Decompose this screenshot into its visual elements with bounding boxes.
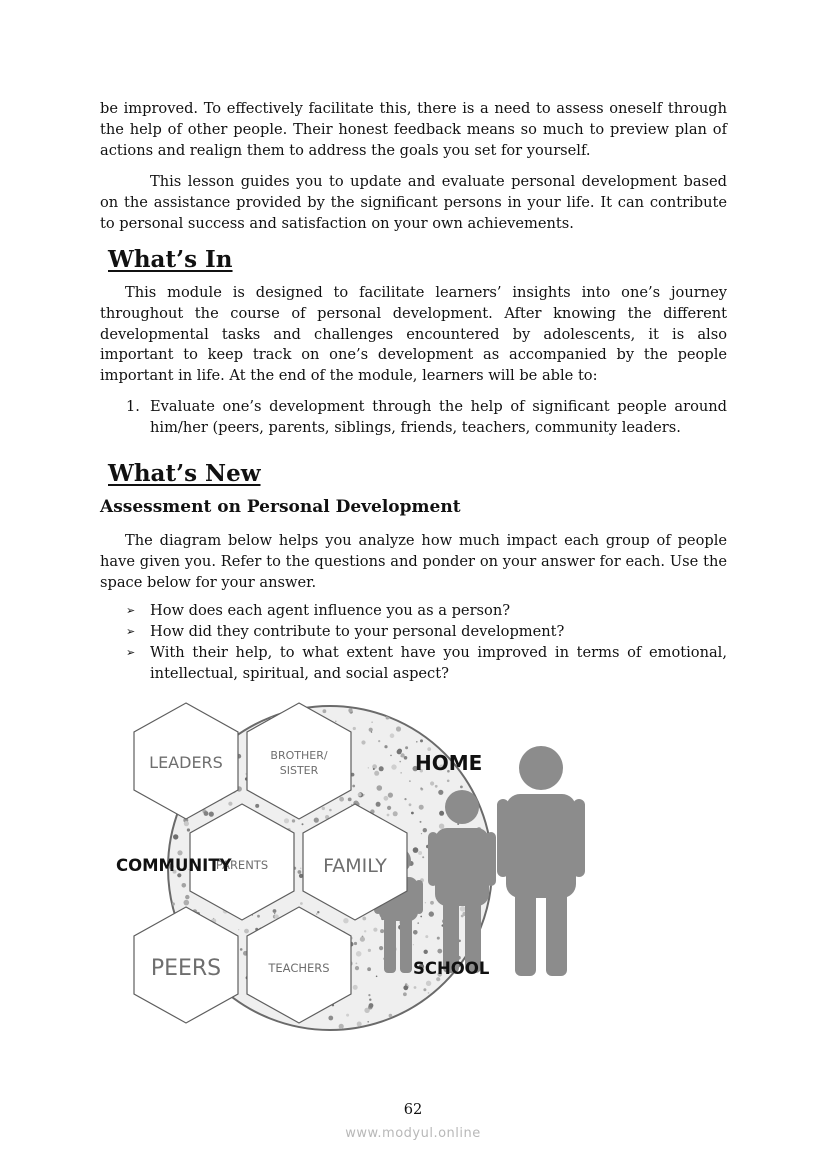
hex-label-leaders: LEADERS	[149, 753, 223, 772]
speckle	[173, 834, 178, 839]
speckle	[419, 805, 424, 810]
speckle	[388, 793, 393, 798]
speckle	[300, 902, 303, 905]
speckle	[376, 802, 381, 807]
speckle	[420, 821, 422, 823]
speckle	[396, 726, 401, 731]
speckle	[380, 929, 384, 933]
speckle	[428, 992, 430, 994]
hex-label-parents: PARENTS	[215, 858, 269, 872]
hex-label-sister: SISTER	[279, 764, 319, 777]
arrow-bullet-icon: ➢	[126, 646, 136, 659]
label-community: COMMUNITY	[116, 856, 232, 875]
hex-label-teachers: TEACHERS	[268, 961, 330, 975]
speckle	[213, 918, 214, 919]
speckle	[389, 1014, 393, 1018]
speckle	[418, 851, 422, 855]
question-item	[126, 601, 727, 622]
objective-text: Evaluate one’s development through the help of significant people around him/her (peers, parents, siblings, friends, teachers, community leaders.	[150, 398, 727, 436]
speckle	[300, 868, 302, 870]
label-home: HOME	[415, 751, 483, 775]
speckle	[346, 1014, 349, 1017]
speckle	[411, 812, 414, 815]
speckle	[228, 802, 232, 806]
speckle	[317, 911, 319, 913]
speckle	[255, 804, 259, 808]
speckle	[355, 966, 359, 970]
whats-in-paragraph: This module is designed to facilitate learners’ insights into one’s journey throughout the course of personal development. After knowing the different developmental tasks and challenges encountered by adolescents, it is also important to keep track on one’s development as accompanied by the people important in life. At the end of the module, learners will be able to:	[100, 284, 727, 385]
speckle	[403, 992, 407, 996]
speckle	[374, 771, 379, 776]
speckle	[391, 764, 396, 769]
speckle	[257, 915, 260, 918]
speckle	[273, 909, 277, 913]
hex-label-brother: BROTHER/	[270, 749, 328, 762]
question-text: How did they contribute to your personal development?	[150, 623, 565, 640]
question-item	[126, 643, 727, 685]
speckle	[387, 814, 390, 817]
speckle	[437, 937, 440, 940]
speckle	[390, 755, 392, 757]
speckle	[360, 937, 365, 942]
speckle	[362, 917, 366, 921]
speckle	[430, 781, 434, 785]
whats-new-paragraph: The diagram below helps you analyze how much impact each group of people have given you. Refer to the questions and ponder on your answer for each. Use the space below for your answer.	[100, 532, 727, 591]
speckle	[328, 1016, 333, 1021]
speckle	[209, 812, 214, 817]
speckle	[397, 749, 402, 754]
speckle	[348, 798, 352, 802]
speckle	[329, 809, 332, 812]
speckle	[403, 985, 408, 990]
speckle	[421, 833, 422, 834]
speckle	[409, 803, 412, 806]
assessment-subheading: Assessment on Personal Development	[100, 497, 461, 517]
speckle	[447, 780, 450, 783]
intro-paragraph-2: This lesson guides you to update and evaluate personal development based on the assistance provided by the significant persons in your life. It can contribute to personal success and satisfaction on your own achievements.	[100, 173, 727, 232]
arrow-bullet-icon: ➢	[126, 625, 136, 638]
speckle	[361, 740, 365, 744]
speckle	[426, 981, 431, 986]
speckle	[409, 780, 411, 782]
speckle	[379, 946, 383, 950]
speckle	[405, 746, 408, 749]
speckle	[435, 785, 438, 788]
speckle	[424, 950, 428, 954]
speckle	[420, 787, 422, 789]
page-number: 62	[403, 1101, 423, 1118]
speckle	[460, 906, 466, 912]
speckle	[437, 949, 442, 954]
speckle	[378, 740, 380, 742]
whats-new-heading: What’s New	[108, 460, 261, 487]
speckle	[339, 1024, 344, 1029]
objective-number: 1.	[126, 398, 140, 415]
speckle	[423, 988, 426, 991]
speckle	[401, 753, 405, 757]
objective-item	[126, 397, 727, 439]
speckle	[356, 963, 358, 965]
speckle	[187, 828, 190, 831]
hex-label-family: FAMILY	[323, 855, 387, 877]
speckle	[460, 786, 463, 789]
speckle	[244, 929, 249, 934]
speckle	[354, 942, 357, 945]
agents-diagram	[100, 695, 760, 1040]
speckle	[204, 811, 209, 816]
speckle	[369, 1003, 374, 1008]
speckle	[425, 902, 426, 903]
speckle	[384, 796, 389, 801]
speckle	[414, 986, 417, 989]
label-school: SCHOOL	[413, 959, 490, 978]
speckle	[316, 913, 318, 915]
speckle	[274, 913, 275, 914]
speckle	[369, 999, 371, 1001]
speckle	[358, 793, 362, 797]
speckle	[367, 967, 371, 971]
speckle	[364, 930, 366, 932]
arrow-bullet-icon: ➢	[126, 604, 136, 617]
whats-in-heading: What’s In	[108, 246, 233, 273]
speckle	[371, 721, 373, 723]
speckle	[439, 811, 444, 816]
speckle	[393, 811, 398, 816]
speckle	[343, 918, 348, 923]
speckle	[323, 709, 327, 713]
speckle	[413, 930, 418, 935]
speckle	[322, 807, 325, 810]
speckle	[184, 900, 190, 906]
speckle	[429, 911, 434, 916]
speckle	[368, 949, 371, 952]
speckle	[369, 728, 373, 732]
speckle	[364, 794, 365, 795]
speckle	[379, 766, 384, 771]
speckle	[413, 847, 419, 853]
speckle	[439, 824, 444, 829]
hex-label-peers: PEERS	[150, 956, 222, 981]
speckle	[357, 1022, 362, 1027]
speckle	[404, 798, 406, 800]
speckle	[302, 823, 304, 825]
speckle	[420, 916, 422, 918]
speckle	[352, 785, 355, 788]
speckle	[461, 915, 464, 918]
speckle	[438, 790, 443, 795]
speckle	[353, 985, 358, 990]
speckle	[314, 818, 319, 823]
speckle	[416, 741, 418, 743]
speckle	[339, 797, 344, 802]
speckle	[353, 727, 356, 730]
speckle	[413, 944, 414, 945]
speckle	[423, 828, 427, 832]
speckle	[384, 745, 387, 748]
speckle	[390, 733, 395, 738]
question-item	[126, 622, 727, 643]
site-watermark: www.modyul.online	[345, 1126, 481, 1141]
speckle	[177, 850, 182, 855]
speckle	[284, 818, 289, 823]
speckle	[401, 772, 402, 773]
speckle	[422, 856, 424, 858]
speckle	[292, 819, 295, 822]
speckle	[387, 806, 391, 810]
speckle	[367, 1021, 369, 1023]
speckle	[425, 935, 428, 938]
speckle	[356, 951, 362, 957]
speckle	[298, 870, 302, 874]
speckle	[420, 739, 423, 742]
speckle	[399, 761, 401, 763]
speckle	[373, 928, 377, 932]
speckle	[185, 895, 189, 899]
speckle	[417, 922, 419, 924]
speckle	[348, 708, 352, 712]
speckle	[377, 785, 383, 791]
speckle	[335, 721, 337, 723]
speckle	[182, 883, 187, 888]
speckle	[368, 994, 370, 996]
speckle	[372, 764, 377, 769]
speckle	[368, 767, 369, 768]
speckle	[376, 976, 378, 978]
question-text: How does each agent influence you as a person?	[150, 602, 511, 619]
question-text: With their help, to what extent have you improved in terms of emotional, intellectual, spiritual, and social aspect?	[150, 644, 727, 682]
speckle	[184, 821, 189, 826]
speckle	[238, 929, 239, 930]
intro-paragraph-1: be improved. To effectively facilitate this, there is a need to assess oneself through the help of other people. Their honest feedback means so much to preview plan of actions and realign them to address the goals you set for yourself.	[100, 100, 727, 159]
speckle	[371, 731, 372, 732]
speckle	[373, 768, 375, 770]
speckle	[430, 901, 434, 905]
speckle	[240, 948, 243, 951]
